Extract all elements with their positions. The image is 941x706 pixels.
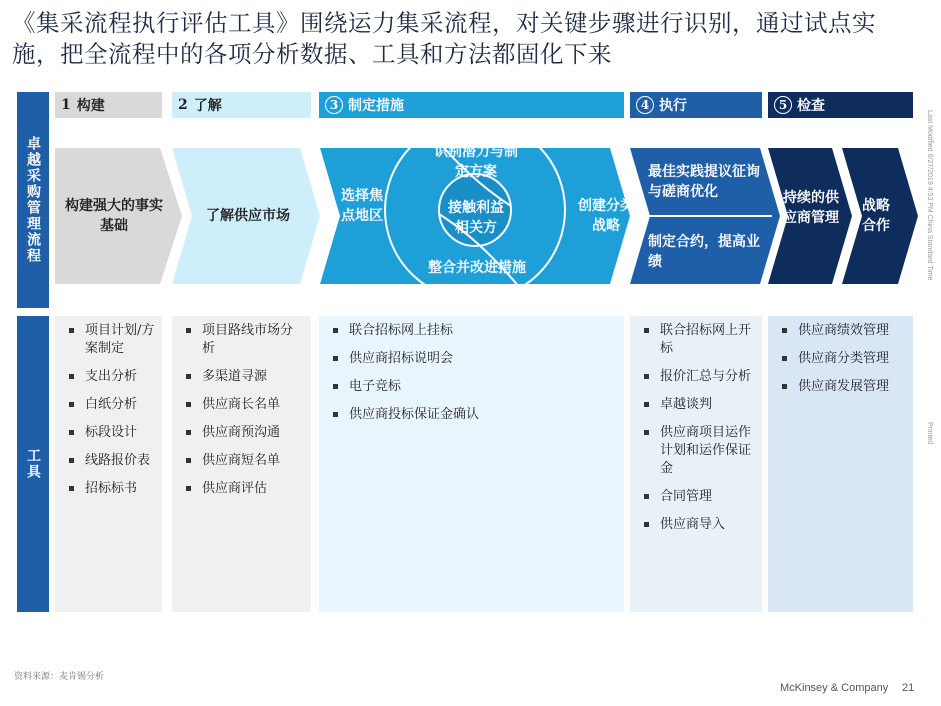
stage-number: 2 <box>178 97 188 113</box>
page-title: 《集采流程执行评估工具》围绕运力集采流程，对关键步骤进行识别，通过试点实施，把全流程中的各项分析数据、工具和方法都固化下来 <box>12 9 876 68</box>
tool-item: 项目计划/方案制定 <box>65 322 156 358</box>
tool-item: 联合招标网上挂标 <box>329 322 618 340</box>
stage-number: 3 <box>325 96 343 114</box>
tool-item: 供应商分类管理 <box>778 350 907 368</box>
tool-item: 供应商绩效管理 <box>778 322 907 340</box>
tool-item: 报价汇总与分析 <box>640 368 756 386</box>
stage-number: 1 <box>61 97 71 113</box>
flow-stakeholder-text: 接触利益相关方 <box>448 200 504 236</box>
tool-item: 供应商发展管理 <box>778 378 907 396</box>
tool-item: 供应商招标说明会 <box>329 350 618 368</box>
tool-item: 项目路线市场分析 <box>182 322 305 358</box>
stage-label: 检查 <box>797 98 825 114</box>
tool-item: 白纸分析 <box>65 396 156 414</box>
tools-side-label: 工具 <box>17 316 49 612</box>
flow-understand-text: 了解供应市场 <box>206 208 290 224</box>
flow-contract-text: 制定合约，提高业绩 <box>648 234 760 270</box>
stage-label: 构建 <box>76 98 105 114</box>
last-modified-note: Last Modified 6/27/2019 4:53 PM China Standard Time <box>926 110 933 281</box>
tools-column-execute <box>630 316 762 612</box>
tools-column-check <box>768 316 913 612</box>
tool-item: 标段设计 <box>65 424 156 442</box>
tool-item: 供应商短名单 <box>182 452 305 470</box>
flow-best-practice-text: 最佳实践提议征询与磋商优化 <box>648 164 760 200</box>
stage-label: 执行 <box>659 98 687 114</box>
tool-item: 供应商项目运作计划和运作保证金 <box>640 424 756 478</box>
tool-item: 供应商长名单 <box>182 396 305 414</box>
flow-select-region-text: 选择焦点地区 <box>341 188 383 224</box>
flow-integrate-text: 整合并改进措施 <box>428 260 526 276</box>
company-name: McKinsey & Company <box>780 682 889 694</box>
process-side-label: 卓越采购管理流程 <box>17 92 49 308</box>
page-number: 21 <box>902 682 915 694</box>
tool-item: 合同管理 <box>640 488 756 506</box>
flow-category-strategy-text: 创建分类战略 <box>578 198 634 234</box>
tools-column-measures <box>319 316 624 612</box>
flow-strategic-text: 战略合作 <box>862 198 890 234</box>
flow-identify-text: 识别潜力与制定方案 <box>434 144 518 180</box>
flow-build-text: 构建强大的事实基础 <box>65 198 163 234</box>
tool-item: 支出分析 <box>65 368 156 386</box>
tool-item: 电子竞标 <box>329 378 618 396</box>
stage-label: 制定措施 <box>348 98 404 114</box>
tool-item: 供应商导入 <box>640 516 756 534</box>
source-note: 资料来源：麦肯锡分析 <box>14 672 105 682</box>
stage-label: 了解 <box>193 98 222 114</box>
tool-item: 招标标书 <box>65 480 156 498</box>
stage-number: 4 <box>636 96 654 114</box>
tool-item: 供应商投标保证金确认 <box>329 406 618 424</box>
flow-supplier-mgmt-text: 持续的供应商管理 <box>783 190 839 226</box>
tool-item: 供应商评估 <box>182 480 305 498</box>
tools-column-build <box>55 316 162 612</box>
printed-note: Printed <box>926 422 933 445</box>
tools-column-understand <box>172 316 311 612</box>
stage-number: 5 <box>774 96 792 114</box>
tool-item: 联合招标网上开标 <box>640 322 756 358</box>
tool-item: 线路报价表 <box>65 452 156 470</box>
tool-item: 多渠道寻源 <box>182 368 305 386</box>
tool-item: 供应商预沟通 <box>182 424 305 442</box>
tool-item: 卓越谈判 <box>640 396 756 414</box>
